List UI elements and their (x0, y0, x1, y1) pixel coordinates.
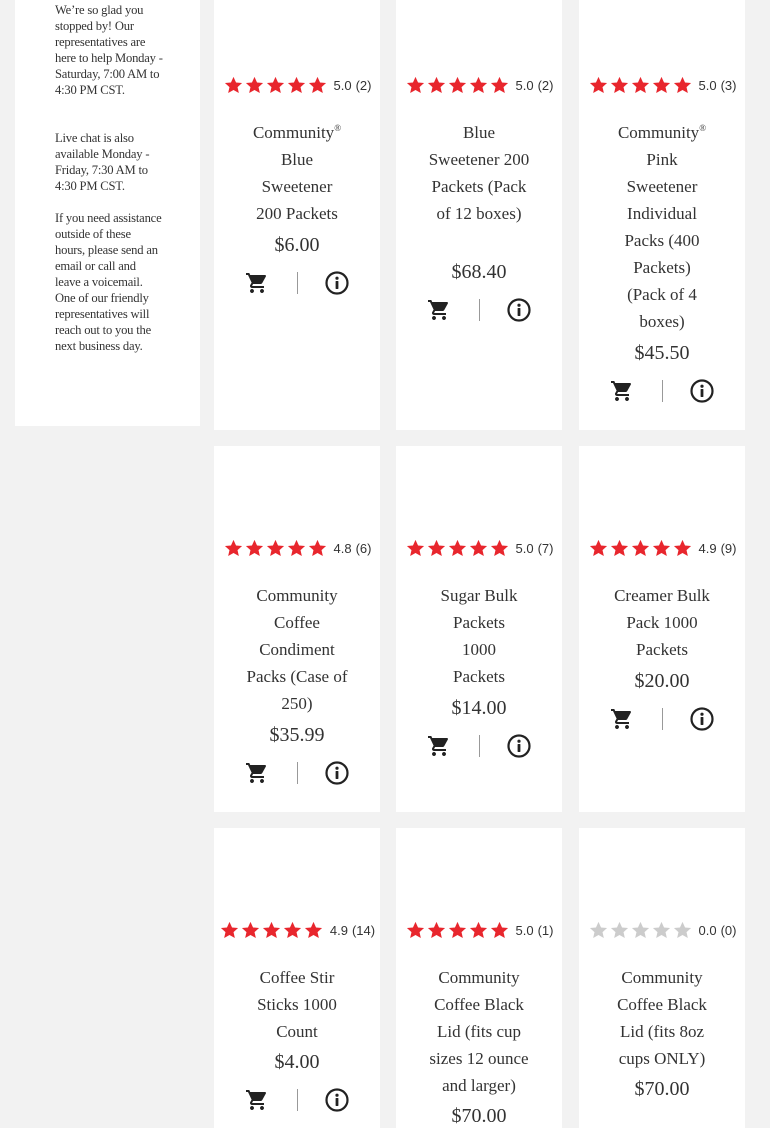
product-price: $20.00 (634, 670, 690, 692)
product-actions (214, 268, 380, 298)
product-card[interactable] (579, 446, 745, 812)
rating-value: 5.0 (515, 923, 534, 938)
star-icon (609, 920, 630, 941)
product-price: $70.00 (634, 1078, 690, 1100)
product-title[interactable]: Creamer Bulk Pack 1000 Packets (614, 586, 710, 659)
star-icon (489, 920, 510, 941)
review-count[interactable]: (2) (355, 78, 372, 93)
product-title[interactable]: Community Coffee Black Lid (fits 8oz cups ONLY) (617, 968, 707, 1068)
product-title[interactable] (224, 119, 370, 227)
star-icon (609, 538, 630, 559)
star-icon (307, 75, 328, 96)
review-count[interactable]: (1) (537, 923, 554, 938)
star-rating (219, 920, 324, 941)
star-rating (588, 538, 693, 559)
action-divider (662, 380, 663, 402)
star-rating (405, 920, 510, 941)
star-icon (588, 538, 609, 559)
registered-mark: ® (334, 123, 342, 133)
star-rating (223, 538, 328, 559)
product-rating (396, 75, 562, 96)
star-icon (244, 75, 265, 96)
star-icon (447, 920, 468, 941)
review-count[interactable]: (0) (720, 923, 737, 938)
star-icon (426, 920, 447, 941)
product-price: $45.50 (634, 342, 690, 364)
rating-value: 4.9 (329, 923, 348, 938)
live-chat-hours-text: Live chat is also available Monday - Friday, 7:30 AM to 4:30 PM CST. (55, 131, 150, 193)
star-icon (468, 75, 489, 96)
product-card[interactable] (214, 0, 380, 430)
star-icon (489, 75, 510, 96)
product-title-brand: Community (252, 123, 335, 142)
star-icon (286, 538, 307, 559)
action-divider (479, 299, 480, 321)
after-hours-text: If you need assistance outside of these hours, please send an email or call and leave a voicemail. One of our friendly representatives will reach out to you the next business day. (55, 211, 162, 353)
star-icon (468, 538, 489, 559)
product-card[interactable] (579, 0, 745, 430)
product-price: $70.00 (451, 1105, 507, 1127)
star-icon (672, 538, 693, 559)
star-icon (405, 75, 426, 96)
review-count[interactable]: (6) (355, 541, 372, 556)
product-rating (214, 538, 380, 559)
star-icon (426, 75, 447, 96)
action-divider (479, 735, 480, 757)
rating-value: 4.8 (333, 541, 352, 556)
star-icon (651, 920, 672, 941)
review-count[interactable]: (7) (537, 541, 554, 556)
product-actions (396, 295, 562, 325)
star-icon (244, 538, 265, 559)
registered-mark: ® (699, 123, 707, 133)
review-count[interactable]: (14) (351, 923, 376, 938)
product-title[interactable]: Blue Sweetener 200 Packets (Pack of 12 boxes) (428, 123, 530, 223)
info-icon[interactable] (506, 297, 532, 323)
chat-intro-text: We’re so glad you stopped by! Our representatives are here to help Monday - Saturday, 7:00 AM to 4:30 PM CST. (55, 3, 163, 97)
star-icon (282, 920, 303, 941)
star-icon (609, 75, 630, 96)
rating-value: 5.0 (515, 78, 534, 93)
product-card[interactable] (214, 828, 380, 1128)
product-price: $4.00 (274, 1051, 320, 1073)
star-icon (630, 920, 651, 941)
action-divider (297, 272, 298, 294)
product-price: $35.99 (269, 724, 325, 746)
review-count[interactable]: (3) (720, 78, 737, 93)
star-icon (651, 75, 672, 96)
cart-icon[interactable] (245, 761, 269, 785)
product-card[interactable] (579, 828, 745, 1128)
action-divider (662, 708, 663, 730)
product-actions (579, 376, 745, 406)
star-rating (405, 75, 510, 96)
cart-icon[interactable] (245, 271, 269, 295)
product-actions (579, 704, 745, 734)
product-price: $14.00 (451, 697, 507, 719)
product-title-brand: Community (617, 123, 700, 142)
star-rating (588, 75, 693, 96)
star-icon (286, 75, 307, 96)
star-icon (223, 75, 244, 96)
info-icon[interactable] (689, 706, 715, 732)
star-icon (672, 920, 693, 941)
star-icon (630, 75, 651, 96)
star-icon (307, 538, 328, 559)
star-rating (223, 75, 328, 96)
rating-value: 5.0 (515, 541, 534, 556)
chat-hours-panel (15, 0, 200, 426)
product-card[interactable] (396, 0, 562, 430)
product-actions (214, 758, 380, 788)
cart-icon[interactable] (245, 1088, 269, 1112)
product-rating (396, 538, 562, 559)
star-rating (588, 920, 693, 941)
action-divider (297, 762, 298, 784)
product-title[interactable]: Coffee Stir Sticks 1000 Count (257, 968, 337, 1041)
star-icon (447, 538, 468, 559)
product-title-rest: Pink Sweetener Individual Packs (400 Packets) (Pack of 4 boxes) (624, 150, 700, 331)
product-rating (396, 920, 562, 941)
star-icon (261, 920, 282, 941)
product-title[interactable]: Sugar Bulk Packets 1000 Packets (440, 586, 518, 686)
star-icon (303, 920, 324, 941)
info-icon[interactable] (689, 378, 715, 404)
star-icon (240, 920, 261, 941)
product-card[interactable] (396, 828, 562, 1128)
cart-icon[interactable] (610, 379, 634, 403)
star-icon (223, 538, 244, 559)
cart-icon[interactable] (610, 707, 634, 731)
product-title[interactable] (589, 119, 735, 335)
product-title-rest: Blue Sweetener 200 Packets (256, 150, 338, 223)
star-icon (651, 538, 672, 559)
star-icon (630, 538, 651, 559)
star-icon (672, 75, 693, 96)
product-card[interactable] (214, 446, 380, 812)
info-icon[interactable] (324, 760, 350, 786)
star-icon (265, 75, 286, 96)
star-icon (219, 920, 240, 941)
product-rating (214, 920, 380, 941)
star-icon (489, 538, 510, 559)
rating-value: 5.0 (698, 78, 717, 93)
product-actions (396, 731, 562, 761)
cart-icon[interactable] (427, 298, 451, 322)
star-icon (405, 920, 426, 941)
product-rating (579, 920, 745, 941)
star-icon (447, 75, 468, 96)
info-icon[interactable] (324, 1087, 350, 1113)
info-icon[interactable] (324, 270, 350, 296)
star-icon (265, 538, 286, 559)
star-icon (405, 538, 426, 559)
product-rating (579, 75, 745, 96)
cart-icon[interactable] (427, 734, 451, 758)
product-rating (579, 538, 745, 559)
product-title[interactable]: Community Coffee Condiment Packs (Case of 250) (246, 586, 348, 713)
product-title[interactable]: Community Coffee Black Lid (fits cup sizes 12 ounce and larger) (429, 968, 529, 1095)
product-price: $68.40 (451, 261, 507, 283)
product-card[interactable] (396, 446, 562, 812)
review-count[interactable]: (9) (720, 541, 737, 556)
star-icon (468, 920, 489, 941)
rating-value: 0.0 (698, 923, 717, 938)
star-rating (405, 538, 510, 559)
product-rating (214, 75, 380, 96)
info-icon[interactable] (506, 733, 532, 759)
star-icon (588, 75, 609, 96)
star-icon (588, 920, 609, 941)
rating-value: 5.0 (333, 78, 352, 93)
product-price: $6.00 (274, 234, 320, 256)
rating-value: 4.9 (698, 541, 717, 556)
action-divider (297, 1089, 298, 1111)
review-count[interactable]: (2) (537, 78, 554, 93)
star-icon (426, 538, 447, 559)
